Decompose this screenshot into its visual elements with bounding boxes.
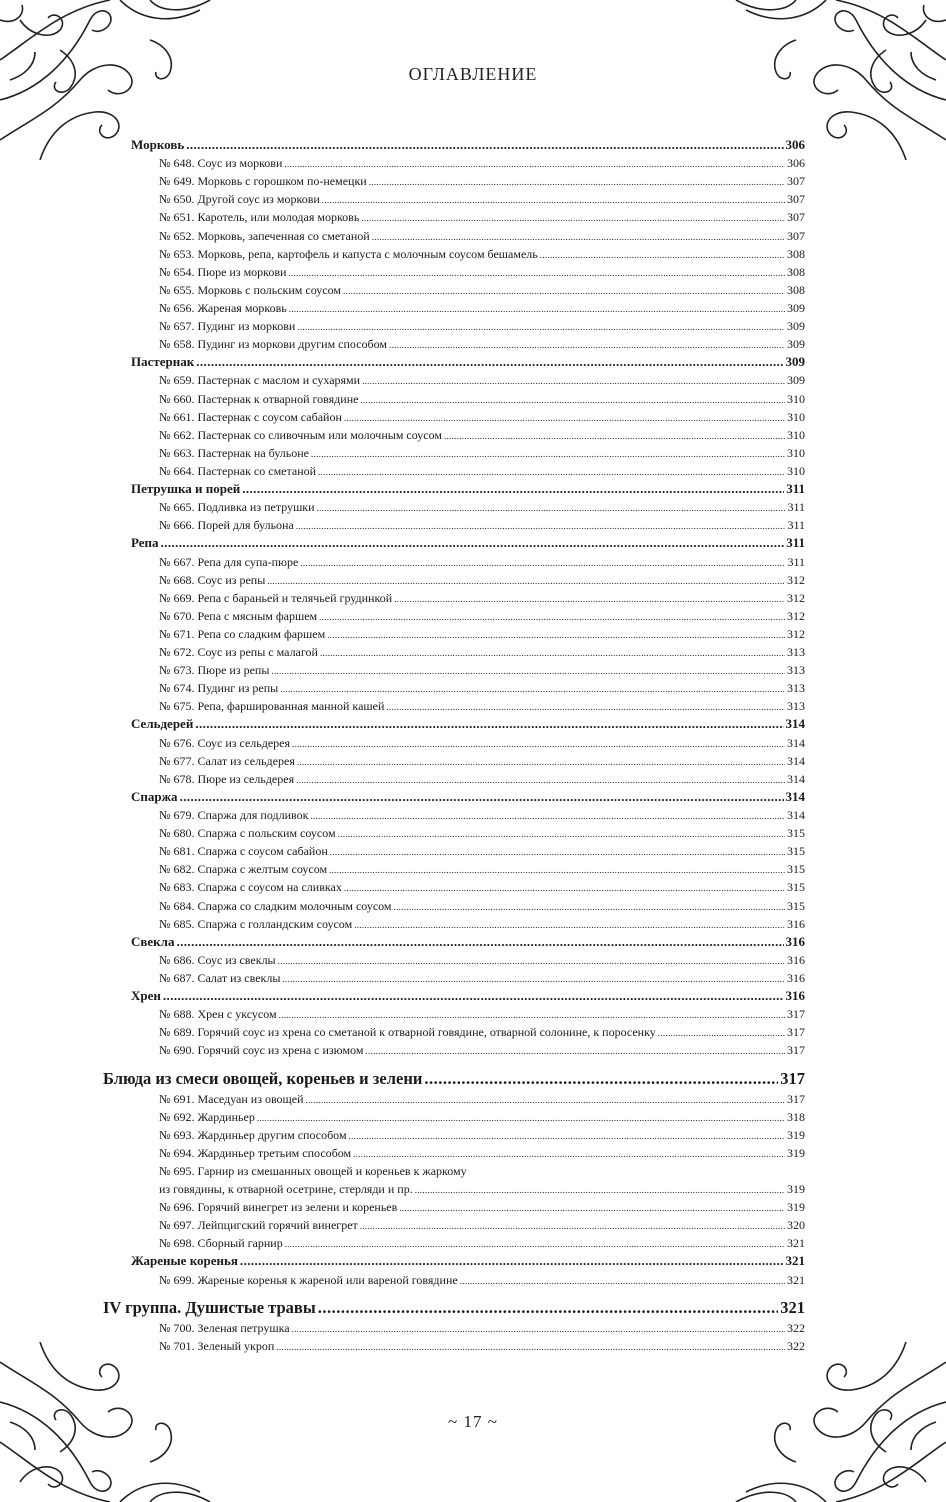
toc-section[interactable] [103, 534, 805, 552]
toc-entry[interactable] [103, 281, 805, 299]
toc-page-number: 311 [787, 500, 805, 515]
toc-entry[interactable] [103, 679, 805, 697]
toc-entry-title: № 662. Пастернак со сливочным или молочным соусом [159, 427, 442, 442]
toc-entry-title: № 667. Репа для супа-пюре [159, 554, 299, 569]
table-of-contents [103, 136, 805, 1355]
toc-entry-title: № 679. Спаржа для подливок [159, 808, 309, 823]
toc-page-number: 320 [787, 1218, 805, 1233]
toc-entry-title: № 678. Пюре из сельдерея [159, 771, 295, 786]
dot-leader [276, 1338, 785, 1356]
toc-entry-title: Хрен [131, 988, 161, 1004]
toc-entry[interactable] [103, 625, 805, 643]
toc-group[interactable] [103, 1297, 805, 1319]
toc-page-number: 314 [787, 771, 805, 786]
dot-leader [343, 282, 785, 300]
toc-entry-title: № 691. Маседуан из овощей [159, 1091, 304, 1106]
dot-leader [360, 1217, 785, 1235]
toc-entry[interactable] [103, 371, 805, 389]
dot-leader [372, 228, 785, 246]
dot-leader [318, 1297, 779, 1319]
toc-entry[interactable] [103, 969, 805, 987]
toc-page-number: 317 [780, 1068, 805, 1088]
toc-page-number: 307 [787, 228, 805, 243]
dot-leader [289, 300, 785, 318]
dot-leader [361, 209, 785, 227]
toc-entry-title: № 655. Морковь с польским соусом [159, 282, 341, 297]
toc-page-number: 312 [787, 608, 805, 623]
toc-page-number: 319 [787, 1127, 805, 1142]
toc-page-number: 311 [786, 535, 805, 551]
toc-entry[interactable] [103, 553, 805, 571]
toc-entry-title: № 661. Пастернак с соусом сабайон [159, 409, 342, 424]
toc-entry[interactable] [103, 498, 805, 516]
toc-entry-title: Петрушка и порей [131, 480, 241, 496]
toc-page-number: 316 [785, 988, 805, 1004]
dot-leader [195, 715, 783, 733]
toc-page-number: 315 [787, 862, 805, 877]
toc-page-number: 308 [787, 246, 805, 261]
dot-leader [344, 879, 785, 897]
toc-entry[interactable] [103, 770, 805, 788]
toc-entry[interactable] [103, 824, 805, 842]
toc-entry[interactable] [103, 172, 805, 190]
toc-entry[interactable] [103, 1126, 805, 1144]
toc-page-number: 309 [787, 373, 805, 388]
dot-leader [163, 987, 784, 1005]
toc-page-number: 310 [787, 409, 805, 424]
toc-entry[interactable] [103, 1337, 805, 1355]
toc-page-number: 314 [787, 735, 805, 750]
toc-page-number: 319 [787, 1145, 805, 1160]
toc-page-number: 306 [785, 137, 805, 152]
toc-page-number: 317 [787, 1025, 805, 1040]
toc-entry-title: № 699. Жареные коренья к жареной или вареной говядине [159, 1272, 458, 1287]
toc-page-number: 317 [787, 1043, 805, 1058]
toc-entry-title: № 672. Соус из репы с малагой [159, 645, 318, 659]
toc-entry[interactable] [103, 1005, 805, 1023]
toc-entry[interactable] [103, 462, 805, 480]
toc-entry-title: № 673. Пюре из репы [159, 663, 270, 678]
toc-page-number: 313 [787, 699, 805, 714]
toc-entry-title: № 660. Пастернак к отварной говядине [159, 391, 359, 406]
toc-entry[interactable] [103, 1234, 805, 1252]
dot-leader [318, 463, 785, 481]
dot-leader [329, 861, 785, 879]
toc-entry-title: Сельдерей [131, 716, 194, 732]
toc-entry[interactable] [103, 190, 805, 208]
dot-leader [338, 825, 785, 843]
dot-leader [186, 136, 783, 154]
toc-entry-title: № 685. Спаржа с голландским соусом [159, 916, 353, 931]
toc-page-number: 312 [787, 626, 805, 641]
toc-section[interactable] [103, 353, 805, 371]
toc-entry-title: Свекла [131, 933, 175, 949]
dot-leader [399, 1199, 785, 1217]
toc-page-number: 318 [787, 1109, 805, 1124]
toc-entry-title: № 653. Морковь, репа, картофель и капуста с молочным соусом бешамель [159, 246, 538, 261]
toc-page-number: 319 [787, 1200, 805, 1215]
page-number: ~ 17 ~ [448, 1412, 498, 1431]
dot-leader [279, 1006, 785, 1024]
toc-entry-title: № 683. Спаржа с соусом на сливках [159, 880, 342, 895]
toc-entry-title: № 677. Салат из сельдерея [159, 753, 295, 768]
dot-leader [296, 771, 785, 789]
toc-entry[interactable] [103, 1023, 805, 1041]
toc-entry-title: № 656. Жареная морковь [159, 300, 287, 315]
toc-entry[interactable] [103, 951, 805, 969]
dot-leader [344, 409, 785, 427]
toc-entry-title: Спаржа [131, 788, 178, 804]
dot-leader [658, 1024, 785, 1042]
dot-leader [278, 952, 785, 970]
toc-page-number: 307 [787, 174, 805, 189]
toc-entry-title: № 665. Подливка из петрушки [159, 500, 315, 515]
toc-entry-title: Морковь [131, 137, 185, 152]
dot-leader [540, 246, 785, 264]
toc-entry[interactable] [103, 697, 805, 715]
toc-entry[interactable] [103, 589, 805, 607]
toc-entry-title: Блюда из смеси овощей, кореньев и зелени [103, 1068, 423, 1088]
toc-page-number: 310 [787, 391, 805, 406]
toc-entry-title: № 649. Морковь с горошком по-немецки [159, 174, 367, 189]
dot-leader [330, 843, 785, 861]
dot-leader [386, 698, 785, 716]
dot-leader [176, 933, 783, 951]
toc-section[interactable] [103, 987, 805, 1005]
dot-leader [322, 191, 785, 209]
toc-entry[interactable] [103, 317, 805, 335]
toc-entry[interactable] [103, 806, 805, 824]
dot-leader [292, 735, 785, 753]
toc-entry-title: Репа [131, 535, 159, 551]
toc-page-number: 312 [787, 572, 805, 587]
toc-page-number: 309 [787, 300, 805, 315]
toc-page-number: 314 [787, 808, 805, 823]
toc-page-number: 315 [787, 898, 805, 913]
toc-entry-title: № 681. Спаржа с соусом сабайон [159, 844, 328, 859]
dot-leader [389, 336, 785, 354]
dot-leader [257, 1109, 785, 1127]
toc-page-number: 316 [785, 933, 805, 949]
toc-entry[interactable] [103, 734, 805, 752]
toc-entry-title: № 652. Морковь, запеченная со сметаной [159, 228, 370, 243]
toc-page-number: 308 [787, 282, 805, 297]
toc-page-number: 309 [787, 337, 805, 352]
toc-group[interactable] [103, 1068, 805, 1090]
toc-page-number: 315 [787, 844, 805, 859]
toc-entry[interactable] [103, 227, 805, 245]
dot-leader [360, 391, 785, 409]
dot-leader [296, 517, 786, 535]
toc-entry-title: № 666. Порей для бульона [159, 518, 294, 533]
toc-page-number: 321 [787, 1236, 805, 1251]
toc-entry-title: № 689. Горячий соус из хрена со сметаной к отварной говядине, отварной солонине, к поросенку [159, 1025, 656, 1040]
toc-page-number: 321 [780, 1297, 805, 1317]
dot-leader [284, 155, 785, 173]
dot-leader [292, 1320, 785, 1338]
toc-entry[interactable] [103, 335, 805, 353]
toc-page-number: 316 [787, 916, 805, 931]
toc-entry-title: № 698. Сборный гарнир [159, 1236, 283, 1251]
toc-page-number: 309 [785, 354, 805, 370]
toc-entry[interactable] [103, 1180, 805, 1198]
toc-page-number: 310 [787, 463, 805, 478]
dot-leader [310, 807, 785, 825]
toc-page-number: 316 [787, 952, 805, 967]
toc-page-number: 311 [787, 518, 805, 533]
toc-entry[interactable] [103, 878, 805, 896]
dot-leader [285, 1235, 785, 1253]
toc-entry[interactable] [103, 752, 805, 770]
dot-leader [300, 554, 785, 572]
toc-entry-title: № 654. Пюре из моркови [159, 264, 287, 279]
toc-entry-title: № 671. Репа со сладким фаршем [159, 626, 326, 641]
toc-entry[interactable] [103, 1108, 805, 1126]
dot-leader [319, 608, 785, 626]
dot-leader [362, 372, 785, 390]
dot-leader [271, 662, 785, 680]
toc-entry[interactable] [103, 245, 805, 263]
dot-leader [306, 1091, 785, 1109]
dot-leader [320, 644, 785, 662]
toc-entry[interactable] [103, 915, 805, 933]
toc-entry[interactable] [103, 426, 805, 444]
toc-entry-title: № 690. Горячий соус из хрена с изюмом [159, 1043, 364, 1058]
toc-section[interactable] [103, 933, 805, 951]
toc-entry[interactable] [103, 1271, 805, 1289]
toc-page-number: 313 [787, 681, 805, 696]
toc-entry[interactable] [103, 444, 805, 462]
toc-section[interactable] [103, 715, 805, 733]
toc-entry-title: № 684. Спаржа со сладким молочным соусом [159, 898, 392, 913]
toc-entry-title: № 674. Пудинг из репы [159, 681, 279, 696]
toc-page-number: 313 [787, 645, 805, 659]
dot-leader [460, 1272, 785, 1290]
toc-entry-title: № 657. Пудинг из моркови [159, 319, 296, 334]
toc-entry-title: Жареные коренья [131, 1253, 238, 1269]
toc-entry-title: № 688. Хрен с уксусом [159, 1007, 277, 1022]
dot-leader [242, 480, 784, 498]
toc-section[interactable] [103, 788, 805, 806]
toc-page-number: 319 [787, 1182, 805, 1196]
toc-page-number: 307 [787, 210, 805, 225]
dot-leader [196, 353, 783, 371]
toc-entry-title: Пастернак [131, 354, 195, 370]
toc-entry[interactable] [103, 1090, 805, 1108]
toc-page-number: 321 [787, 1272, 805, 1287]
toc-page-number: 317 [787, 1007, 805, 1022]
toc-entry-title: № 701. Зеленый укроп [159, 1338, 275, 1353]
dot-leader [280, 680, 785, 698]
toc-entry-title: № 696. Горячий винегрет из зелени и кореньев [159, 1200, 398, 1215]
dot-leader [394, 898, 785, 916]
toc-entry-title: № 686. Соус из свеклы [159, 952, 276, 967]
page-title: ОГЛАВЛЕНИЕ [408, 64, 538, 84]
toc-entry-title: № 692. Жардиньер [159, 1109, 255, 1124]
toc-entry[interactable] [103, 408, 805, 426]
toc-entry[interactable] [103, 154, 805, 172]
toc-entry-title: № 675. Репа, фаршированная манной кашей [159, 699, 385, 714]
dot-leader [288, 264, 785, 282]
dot-leader [354, 916, 785, 934]
dot-leader [327, 626, 785, 644]
dot-leader [267, 572, 785, 590]
toc-page-number: 307 [787, 192, 805, 207]
dot-leader [240, 1252, 784, 1270]
toc-page-number: 322 [787, 1320, 805, 1335]
toc-entry-title: № 676. Соус из сельдерея [159, 735, 291, 750]
toc-section[interactable] [103, 1252, 805, 1270]
toc-page-number: 314 [785, 716, 805, 732]
toc-entry-title: IV группа. Душистые травы [103, 1297, 316, 1317]
toc-entry[interactable] [103, 842, 805, 860]
dot-leader [180, 788, 784, 806]
toc-entry-title: № 695. Гарнир из смешанных овощей и кореньев к жаркому [159, 1163, 467, 1178]
toc-page-number: 316 [787, 970, 805, 985]
toc-page-number: 315 [787, 880, 805, 895]
toc-page-number: 311 [787, 554, 805, 569]
toc-entry-title: из говядины, к отварной осетрине, стерляди и пр. [159, 1182, 413, 1196]
toc-entry-title: № 650. Другой соус из моркови [159, 192, 320, 207]
toc-entry-title: № 658. Пудинг из моркови другим способом [159, 337, 388, 352]
toc-entry-title: № 670. Репа с мясным фаршем [159, 608, 318, 623]
toc-entry-title: № 659. Пастернак с маслом и сухарями [159, 373, 361, 388]
dot-leader [311, 445, 785, 463]
toc-page-number: 312 [787, 590, 805, 605]
toc-entry-line[interactable] [103, 1162, 805, 1180]
toc-page-number: 310 [787, 427, 805, 442]
toc-entry-title: № 680. Спаржа с польским соусом [159, 826, 336, 841]
toc-entry[interactable] [103, 1216, 805, 1234]
toc-entry[interactable] [103, 661, 805, 679]
toc-page-number: 322 [787, 1338, 805, 1353]
toc-entry[interactable] [103, 263, 805, 281]
toc-entry-title: № 651. Каротель, или молодая морковь [159, 210, 360, 225]
toc-entry-title: № 648. Соус из моркови [159, 156, 283, 171]
toc-entry-title: № 697. Лейпцигский горячий винегрет [159, 1218, 358, 1233]
toc-entry[interactable] [103, 571, 805, 589]
toc-entry[interactable] [103, 643, 805, 661]
dot-leader [415, 1181, 785, 1199]
toc-page-number: 321 [785, 1253, 805, 1269]
dot-leader [349, 1127, 785, 1145]
dot-leader [444, 427, 785, 445]
toc-entry[interactable] [103, 299, 805, 317]
toc-entry[interactable] [103, 390, 805, 408]
toc-entry-title: № 664. Пастернак со сметаной [159, 463, 317, 478]
toc-entry-title: № 669. Репа с бараньей и телячьей грудинкой [159, 590, 393, 605]
toc-entry[interactable] [103, 1041, 805, 1059]
toc-entry-title: № 694. Жардиньер третьим способом [159, 1145, 352, 1160]
toc-page-number: 309 [787, 319, 805, 334]
toc-entry[interactable] [103, 516, 805, 534]
dot-leader [353, 1145, 785, 1163]
dot-leader [424, 1068, 778, 1090]
toc-entry-title: № 687. Салат из свеклы [159, 970, 281, 985]
toc-entry-title: № 668. Соус из репы [159, 572, 266, 587]
toc-entry-title: № 693. Жардиньер другим способом [159, 1127, 347, 1142]
toc-entry-title: № 700. Зеленая петрушка [159, 1320, 290, 1335]
dot-leader [297, 753, 785, 771]
toc-entry[interactable] [103, 897, 805, 915]
toc-page-number: 314 [785, 788, 805, 804]
dot-leader [161, 534, 785, 552]
toc-entry[interactable] [103, 1198, 805, 1216]
toc-page-number: 310 [787, 445, 805, 460]
toc-entry-title: № 663. Пастернак на бульоне [159, 445, 309, 460]
dot-leader [365, 1042, 785, 1060]
toc-entry[interactable] [103, 607, 805, 625]
toc-entry-title: № 682. Спаржа с желтым соусом [159, 862, 328, 877]
dot-leader [317, 499, 786, 517]
toc-page-number: 313 [787, 663, 805, 678]
toc-page-number: 314 [787, 753, 805, 768]
toc-section[interactable] [103, 480, 805, 498]
toc-page-number: 308 [787, 264, 805, 279]
dot-leader [282, 970, 785, 988]
toc-page-number: 315 [787, 826, 805, 841]
dot-leader [369, 173, 785, 191]
toc-page-number: 311 [786, 480, 805, 496]
dot-leader [297, 318, 785, 336]
toc-entry[interactable] [103, 208, 805, 226]
dot-leader [394, 590, 785, 608]
toc-page-number: 306 [787, 156, 805, 171]
toc-entry[interactable] [103, 1144, 805, 1162]
toc-page-number: 317 [787, 1091, 805, 1106]
toc-entry[interactable] [103, 860, 805, 878]
toc-section[interactable] [103, 136, 805, 154]
toc-entry[interactable] [103, 1319, 805, 1337]
